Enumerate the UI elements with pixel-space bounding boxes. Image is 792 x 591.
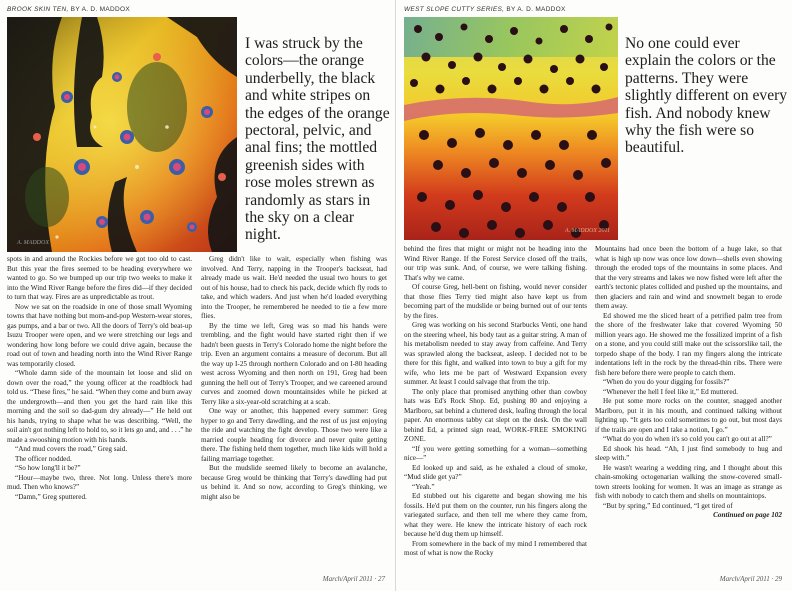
- right-page-footer: March/April 2011 · 29: [719, 575, 782, 583]
- right-col2-para-4: “Whenever the hell I feel like it,” Ed muttered.: [603, 387, 738, 396]
- left-caption-title: BROOK SKIN TEN,: [7, 6, 69, 13]
- left-pull-quote: I was struck by the colors—the orange underbelly, the black and white stripes on the edges of the orange pectoral, pelvic, and anal fins; the mottled greenish sides with rose moles strewn as randomly as stars in the sky on a clear night.: [245, 35, 390, 244]
- left-col1-para-5: The officer nodded.: [15, 454, 72, 463]
- continued-link[interactable]: Continued on page 102: [713, 511, 782, 519]
- right-col2-para-8: He wasn't wearing a wedding ring, and I thought about this chain-smoking octogenarian walking the snow-covered small-town streets looking for women. It was an image as strange as fish with nobody to catch them and shells on mountaintops.: [595, 463, 782, 500]
- left-col1-para-2: Now we sat on the roadside in one of those small Wyoming towns that have nothing but mom-and-pop Western-wear stores, gas pumps, and a bar or two. All the doors of Terry's old beat-up Isuzu Trooper were open, and we were stretching our legs and wondering how long before we could drive again, because the road out of town and heading north into the Wind River Range was temporarily closed.: [7, 302, 192, 368]
- cutthroat-painting: [404, 17, 618, 240]
- right-col1-para-6: Ed looked up and said, as he exhaled a cloud of smoke, “Mud slide get ya?”: [404, 463, 587, 481]
- right-col2-para-3: “When do you do your digging for fossils?”: [603, 378, 730, 386]
- right-col2-para-5: He put some more rocks on the counter, snagged another Marlboro, put it in his mouth, and continued talking without lighting up. “It gets too cold sometimes to go out, but most days if the trails are open and I take a notion, I go.”: [595, 397, 782, 434]
- shop-sign-text: WORK-FREE SMOKING ZONE.: [404, 425, 587, 443]
- right-col2-para-9: “But by spring,” Ed continued, “I get tired of: [603, 501, 733, 510]
- left-col2-para-2: By the time we left, Greg was so mad his hands were trembling, and the fight would have started right then if we hadn't been guests in Terry's Colorado home the night before the trip. Even an argument contains a measure of decorum. But all the way up I-25 through northern Colorado and on I-80 heading west across Wyoming and then north on 191, Greg had been gunning the hell out of Terry's Trooper, and we careened around curves and zoomed down mountainsides while he picked at Terry like a six-year-old scratching at a scab.: [201, 321, 387, 406]
- left-col2-para-1: Greg didn't like to wait, especially when fishing was involved. And Terry, napping in the Trooper's backseat, had already made us wait. He'd needed the usual two hours to get out of his house, had to check his pack, decide which fly rods to take, and which waders. And just when he'd loaded everything into the Trooper, he remembered he needed to tie a few more flies.: [201, 255, 387, 320]
- left-col1-para-4: “And mud covers the road,” Greg said.: [15, 445, 128, 453]
- left-col1-para-1: spots in and around the Rockies before we got too old to cast. But this year the fires seemed to be heading everywhere we wanted to go. So we bumped up our trip two weeks to make it into the Wind River Range before the fires did—if they decided to turn that way. Fires are as unpredictable as trout.: [7, 255, 192, 301]
- right-pull-quote: No one could ever explain the colors or the patterns. They were slightly different on every fish. And nobody knew why the fish were so beautiful.: [625, 35, 788, 157]
- right-col2-para-7: Ed shook his head. “Ah, I just find somebody to hug and sleep with.”: [595, 444, 782, 462]
- continued-note: [595, 511, 782, 521]
- left-col1-para-8: “Damn,” Greg sputtered.: [15, 492, 87, 501]
- cutthroat-painting-svg: [404, 17, 618, 240]
- right-caption-title: WEST SLOPE CUTTY SERIES,: [404, 6, 505, 13]
- right-caption-byline: BY A. D. MADDOX: [504, 6, 566, 13]
- right-painting-signature: A. MADDOX 2011: [564, 228, 610, 234]
- right-col1-para-8: Ed stubbed out his cigarette and began showing me his fossils. He'd put them on the counter, run his fingers along the variegated surface, and then tell me where they came from, what they were. He knew the intricate history of each rock because he'd dug them up himself.: [404, 492, 587, 538]
- right-col1-para-5: “If you were getting something for a woman—something nice—”: [404, 444, 587, 462]
- right-col1-para-3: Greg was working on his second Starbucks Venti, one hand on the steering wheel, his body taut as a guitar string. A man of his metabolism needed to stay away from caffeine. And Terry was sprawled along the backseat, asleep. I decided not to be there for this fight, and walked into town to buy a gift for my wife, who lets me be part of Westward Expansion every summer. At least I could salvage that from the trip.: [404, 321, 587, 386]
- right-caption: [404, 6, 566, 13]
- right-column-2: [595, 245, 782, 521]
- right-col1-para-4: [404, 388, 587, 445]
- right-col1-para-4-text: The only place that promised anything other than cowboy hats was Ed's Rock Shop. Ed, pushing 80 and enjoying a Marlboro, sat behind a cluttered desk, leafing through the local paper. An enormous tabby cat slept on the desk. On the wall behind Ed, a printed sign read,: [404, 387, 587, 434]
- left-col1-para-7: “Hour—maybe two, three. Not long. Unless there's more mud. Then who knows?”: [7, 473, 192, 491]
- right-col2-para-2: Ed showed me the sliced heart of a petrified palm tree from the shore of the freshwater lake that covered Wyoming 50 million years ago. He showed me the fossilized imprint of a fish on a stone, and you could still make out the scissorslike tail, the torpedo shape of the body. I ran my fingers along the intricate indentations left in the rock by the thread-thin ribs. There were fish here before there were people to catch them.: [595, 311, 782, 377]
- left-column-1: [7, 255, 192, 502]
- right-col2-para-1: Mountains had once been the bottom of a huge lake, so that what is high up now was once low down—shells even showing through the eroded tops of the mountains in some places. And that the very streams and lakes we now fished were left after the earth's tectonic plates collided and pushed up the mountains, and then glaciers and rain and wind and snowmelt began to erode them away.: [595, 245, 782, 310]
- left-col2-para-3: One way or another, this happened every summer: Greg hyper to go and Terry dawdling, and the rest of us just enjoying the ride and watching the fight develop. Those two were like a married couple heading for divorce and never quite getting there. The fishing held them together, much like kids will hold a failing marriage together.: [201, 407, 387, 463]
- brook-trout-painting-svg: [7, 17, 237, 252]
- right-col2-para-6: “What do you do when it's so cold you can't go out at all?”: [603, 435, 772, 443]
- left-caption: [7, 6, 130, 13]
- right-column-1: [404, 245, 587, 559]
- left-col1-para-3: “Whole damn side of the mountain let loose and slid on down over the road,” the young officer at the roadblock had told us. “These fires,” he said. “When they come and burn away the undergrowth—and then you get the hard rain like this morning and the soil so dad-gum dry already—” He held out his hands, trying to shape what he was describing. “Well, the soil ain't got nothing left to hold to, so it lets go and, and . . .” he made a swooshing motion with his hands.: [7, 369, 192, 444]
- right-col1-para-9: From somewhere in the back of my mind I remembered that most of what is now the Rocky: [404, 539, 587, 557]
- right-col1-para-1: behind the fires that might or might not be heading into the Wind River Range. If the Forest Service closed off the trails, our trip was sunk. And, of course, we were talking fishing. That's why we came.: [404, 245, 587, 282]
- right-page: [396, 0, 792, 591]
- left-col2-para-4: But the mudslide seemed likely to become an avalanche, because Greg would be thinking that Terry's dawdling had put us behind it. And so now, according to Greg's thinking, we might also be: [201, 464, 387, 501]
- right-col1-para-2: Of course Greg, hell-bent on fishing, would never consider that those flies Terry tied might also have kept us from becoming part of the mudslide or being burned out of our tents by the fires.: [404, 283, 587, 320]
- left-column-2: [201, 255, 387, 502]
- left-painting-signature: A. MADDOX: [17, 240, 49, 246]
- brook-trout-painting: [7, 17, 237, 252]
- left-caption-byline: BY A. D. MADDOX: [68, 6, 130, 13]
- right-col1-para-7: “Yeah.”: [412, 482, 435, 491]
- left-page-footer: March/April 2011 · 27: [322, 575, 385, 583]
- left-col1-para-6: “So how long'll it be?”: [15, 464, 81, 472]
